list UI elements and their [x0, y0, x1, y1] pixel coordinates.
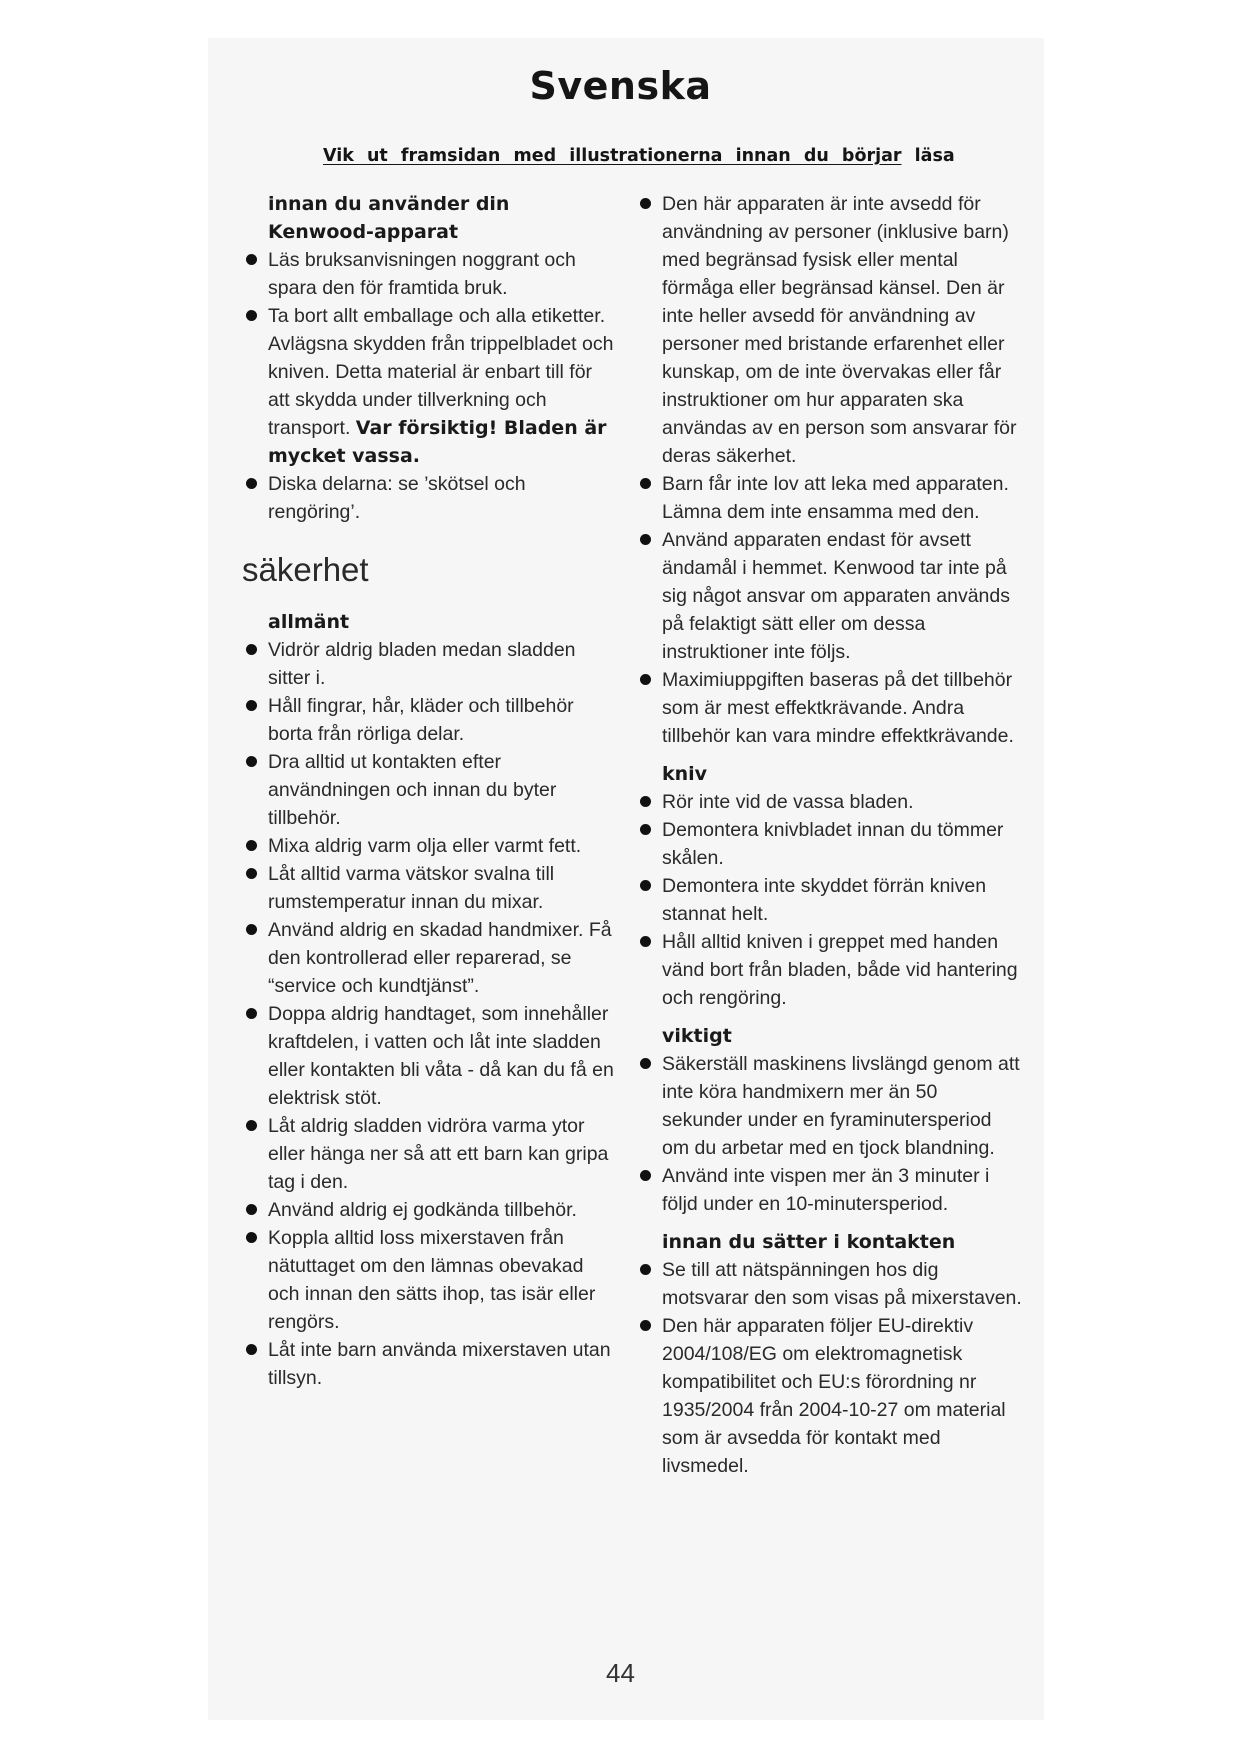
subtitle-underlined: Vik ut framsidan med illustrationerna innan du börjar: [323, 146, 902, 166]
list-item: Demontera knivbladet innan du tömmer skålen.: [662, 816, 1022, 872]
page-number: 44: [606, 1658, 635, 1688]
blade-warning: Var försiktig! Bladen är mycket vassa.: [268, 417, 607, 467]
important-heading: viktigt: [662, 1025, 732, 1047]
list-item: Diska delarna: se ’skötsel och rengöring’.: [268, 470, 618, 526]
list-item: Rör inte vid de vassa bladen.: [662, 788, 1022, 816]
page-subtitle: [323, 146, 963, 166]
general-heading: allmänt: [268, 611, 350, 633]
list-item: [268, 302, 618, 470]
section-title: säkerhet: [242, 551, 369, 588]
list-item: Låt inte barn använda mixerstaven utan tillsyn.: [268, 1336, 618, 1392]
list-item: Doppa aldrig handtaget, som innehåller kraftdelen, i vatten och låt inte sladden eller kontakten bli våta - då kan du få en elektrisk stöt.: [268, 1000, 618, 1112]
subtitle-end: läsa: [914, 146, 955, 166]
list-item: Låt aldrig sladden vidröra varma ytor eller hänga ner så att ett barn kan gripa tag i den.: [268, 1112, 618, 1196]
list-item: Använd inte vispen mer än 3 minuter i följd under en 10-minutersperiod.: [662, 1162, 1022, 1218]
intro-heading: innan du använder din Kenwood-apparat: [268, 193, 510, 243]
list-item: Läs bruksanvisningen noggrant och spara den för framtida bruk.: [268, 246, 618, 302]
list-item: Använd aldrig ej godkända tillbehör.: [268, 1196, 618, 1224]
list-item: Håll alltid kniven i greppet med handen vänd bort från bladen, både vid hantering och rengöring.: [662, 928, 1022, 1012]
left-column: [242, 190, 618, 1392]
list-item: Den här apparaten är inte avsedd för användning av personer (inklusive barn) med begränsad fysisk eller mental förmåga eller begränsad känsel. Den är inte heller avsedd för användning av personer med bristande erfarenhet eller kunskap, om de inte övervakas eller får instruktioner om hur apparaten ska användas av en person som ansvarar för deras säkerhet.: [662, 190, 1022, 470]
list-item: Vidrör aldrig bladen medan sladden sitter i.: [268, 636, 618, 692]
list-item: Håll fingrar, hår, kläder och tillbehör borta från rörliga delar.: [268, 692, 618, 748]
list-item: Dra alltid ut kontakten efter användningen och innan du byter tillbehör.: [268, 748, 618, 832]
list-item: Demontera inte skyddet förrän kniven stannat helt.: [662, 872, 1022, 928]
list-item-text: Ta bort allt emballage och alla etiketter. Avlägsna skydden från trippelbladet och kniven. Detta material är enbart till för att skydda under tillverkning och transport.: [268, 305, 614, 439]
list-item: Se till att nätspänningen hos dig motsvarar den som visas på mixerstaven.: [662, 1256, 1022, 1312]
right-column: [662, 190, 1022, 1480]
plug-heading: innan du sätter i kontakten: [662, 1231, 956, 1253]
list-item: Barn får inte lov att leka med apparaten. Lämna dem inte ensamma med den.: [662, 470, 1022, 526]
list-item: Mixa aldrig varm olja eller varmt fett.: [268, 832, 618, 860]
list-item: Koppla alltid loss mixerstaven från nätuttaget om den lämnas obevakad och innan den sätts ihop, tas isär eller rengörs.: [268, 1224, 618, 1336]
page-title: Svenska: [529, 64, 712, 108]
list-item: Använd apparaten endast för avsett ändamål i hemmet. Kenwood tar inte på sig något ansvar om apparaten används på felaktigt sätt eller om dessa instruktioner inte följs.: [662, 526, 1022, 666]
list-item: Låt alltid varma vätskor svalna till rumstemperatur innan du mixar.: [268, 860, 618, 916]
list-item: Maximiuppgiften baseras på det tillbehör som är mest effektkrävande. Andra tillbehör kan vara mindre effektkrävande.: [662, 666, 1022, 750]
list-item: Använd aldrig en skadad handmixer. Få den kontrollerad eller reparerad, se “service och kundtjänst”.: [268, 916, 618, 1000]
knife-heading: kniv: [662, 763, 708, 785]
list-item: Den här apparaten följer EU-direktiv 2004/108/EG om elektromagnetisk kompatibilitet och EU:s förordning nr 1935/2004 från 2004-10-27 om material som är avsedda för kontakt med livsmedel.: [662, 1312, 1022, 1480]
list-item: Säkerställ maskinens livslängd genom att inte köra handmixern mer än 50 sekunder under en fyraminutersperiod om du arbetar med en tjock blandning.: [662, 1050, 1022, 1162]
